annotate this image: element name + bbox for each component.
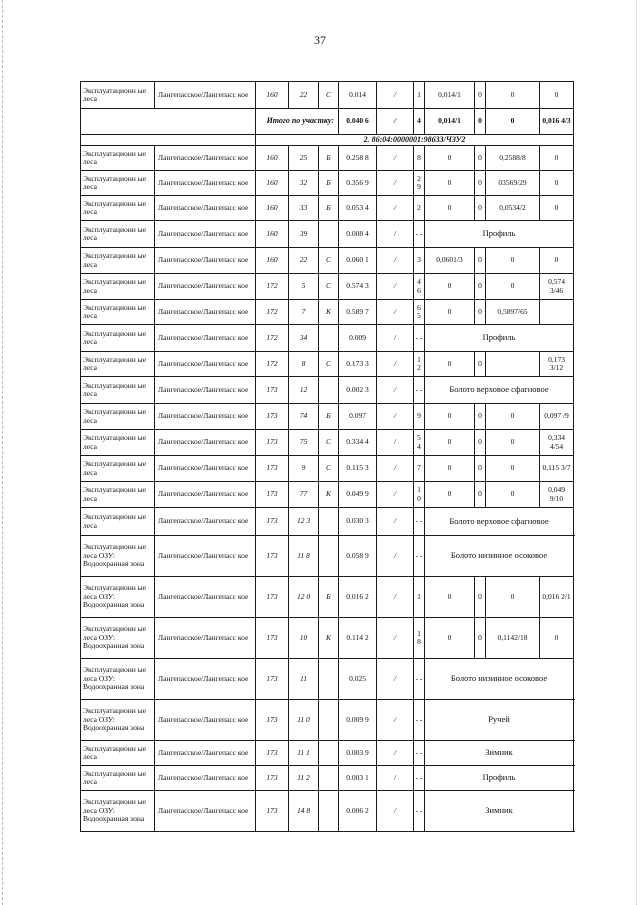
slash-separator: /	[377, 377, 414, 404]
forestry-district: Лангепасское/Лангепасс кое	[155, 352, 256, 377]
forest-category: Эксплуатационн ые леса	[81, 196, 155, 221]
quarter-number: 173	[256, 536, 289, 577]
stock-value: 1 8	[414, 618, 425, 659]
subtotal-c6: 4	[414, 109, 425, 135]
volume-col-4: 0	[540, 196, 574, 221]
quarter-number: 173	[256, 482, 289, 508]
dominant-species: Б	[319, 146, 339, 171]
forest-category: Эксплуатационн ые леса ОЗУ: Водоохранная зона	[81, 659, 155, 700]
volume-col-2: 0	[475, 352, 486, 377]
forestry-district: Лангепасское/Лангепасс кое	[155, 456, 256, 482]
volume-col-4: 0,334 4/54	[540, 430, 574, 456]
dominant-species	[319, 536, 339, 577]
volume-col-3: 03569/29	[486, 171, 540, 196]
volume-col-1: 0	[425, 196, 475, 221]
volume-col-2: 0	[475, 146, 486, 171]
section-number: 11 8	[289, 536, 319, 577]
slash-separator: /	[377, 741, 414, 766]
stock-value: 6 5	[414, 300, 425, 325]
quarter-number: 173	[256, 618, 289, 659]
volume-col-4: 0,049 9/10	[540, 482, 574, 508]
area-value: 0.574 3	[339, 274, 377, 300]
section-number: 11 2	[289, 766, 319, 791]
table-row	[81, 659, 574, 700]
quarter-number: 160	[256, 221, 289, 248]
slash-separator: /	[377, 456, 414, 482]
quarter-number: 173	[256, 508, 289, 536]
area-value: 0.049 9	[339, 482, 377, 508]
forest-category: Эксплуатационн ые леса	[81, 766, 155, 791]
land-type-description: Болото верховое сфагновое	[425, 508, 574, 536]
volume-col-4: 0,115 3/7	[540, 456, 574, 482]
section-number: 75	[289, 430, 319, 456]
table-row	[81, 377, 574, 404]
area-value: 0.060 1	[339, 248, 377, 274]
volume-col-2: 0	[475, 430, 486, 456]
volume-col-2: 0	[475, 248, 486, 274]
volume-col-3: 0,5897/65	[486, 300, 540, 325]
land-type-description: Зимник	[425, 741, 574, 766]
subtotal-c8: 0	[475, 109, 486, 135]
table-row	[81, 146, 574, 171]
section-number: 39	[289, 221, 319, 248]
forest-category: Эксплуатационн ые леса	[81, 508, 155, 536]
volume-col-1: 0	[425, 482, 475, 508]
area-value: 0.258 8	[339, 146, 377, 171]
quarter-number: 173	[256, 430, 289, 456]
volume-col-3: 0	[486, 430, 540, 456]
area-value: 0.014	[339, 82, 377, 109]
forest-category: Эксплуатационн ые леса	[81, 430, 155, 456]
quarter-number: 173	[256, 791, 289, 832]
section-number: 33	[289, 196, 319, 221]
table-row	[81, 274, 574, 300]
forestry-district: Лангепасское/Лангепасс кое	[155, 221, 256, 248]
section-number: 12 0	[289, 577, 319, 618]
dominant-species: Б	[319, 404, 339, 430]
section-number: 77	[289, 482, 319, 508]
dominant-species: Б	[319, 171, 339, 196]
area-value: 0.058 9	[339, 536, 377, 577]
forestry-district: Лангепасское/Лангепасс кое	[155, 536, 256, 577]
forestry-district: Лангепасское/Лангепасс кое	[155, 700, 256, 741]
volume-col-4: 0,016 2/1	[540, 577, 574, 618]
dominant-species: С	[319, 248, 339, 274]
volume-col-4: 0	[540, 82, 574, 109]
quarter-number: 160	[256, 146, 289, 171]
forestry-district: Лангепасское/Лангепасс кое	[155, 659, 256, 700]
dominant-species	[319, 791, 339, 832]
table-row	[81, 82, 574, 109]
forest-category: Эксплуатационн ые леса	[81, 300, 155, 325]
stock-value: 4 6	[414, 274, 425, 300]
quarter-number: 172	[256, 325, 289, 352]
volume-col-4: 0,097 /9	[540, 404, 574, 430]
subtotal-label: Итого по участку:	[256, 109, 339, 135]
forest-category: Эксплуатационн ые леса	[81, 221, 155, 248]
dominant-species: С	[319, 456, 339, 482]
dominant-species	[319, 659, 339, 700]
area-value: 0.003 9	[339, 741, 377, 766]
section-number: 34	[289, 325, 319, 352]
volume-col-4: 0,574 3/46	[540, 274, 574, 300]
quarter-number: 160	[256, 82, 289, 109]
volume-col-4: 0	[540, 248, 574, 274]
quarter-number: 172	[256, 300, 289, 325]
forestry-district: Лангепасское/Лангепасс кое	[155, 508, 256, 536]
forest-category: Эксплуатационн ые леса ОЗУ: Водоохранная зона	[81, 577, 155, 618]
forestry-district: Лангепасское/Лангепасс кое	[155, 618, 256, 659]
volume-col-1: 0	[425, 456, 475, 482]
empty-cell	[81, 109, 256, 135]
forest-category: Эксплуатационн ые леса	[81, 171, 155, 196]
slash-separator: /	[377, 82, 414, 109]
volume-col-3: 0	[486, 404, 540, 430]
volume-col-3: 0,1142/18	[486, 618, 540, 659]
section-number: 32	[289, 171, 319, 196]
dominant-species	[319, 377, 339, 404]
subtotal-c7: 0,014/1	[425, 109, 475, 135]
slash-separator: /	[377, 274, 414, 300]
area-value: 0.334 4	[339, 430, 377, 456]
volume-col-3: 0	[486, 577, 540, 618]
section-number: 11 1	[289, 741, 319, 766]
land-type-description: Зимник	[425, 791, 574, 832]
forest-category: Эксплуатационн ые леса	[81, 741, 155, 766]
stock-value: - -	[414, 659, 425, 700]
slash-separator: /	[377, 618, 414, 659]
quarter-number: 160	[256, 171, 289, 196]
volume-col-1: 0	[425, 274, 475, 300]
stock-value: 2	[414, 196, 425, 221]
dominant-species: К	[319, 482, 339, 508]
forestry-district: Лангепасское/Лангепасс кое	[155, 766, 256, 791]
slash-separator: /	[377, 536, 414, 577]
forestry-district: Лангепасское/Лангепасс кое	[155, 791, 256, 832]
section-number: 10	[289, 618, 319, 659]
dominant-species: С	[319, 82, 339, 109]
section-number: 11	[289, 659, 319, 700]
area-value: 0.003 1	[339, 766, 377, 791]
stock-value: 7	[414, 456, 425, 482]
stock-value: - -	[414, 766, 425, 791]
stock-value: 2 9	[414, 171, 425, 196]
forestry-district: Лангепасское/Лангепасс кое	[155, 325, 256, 352]
section-number: 22	[289, 248, 319, 274]
table-row	[81, 248, 574, 274]
slash-separator: /	[377, 196, 414, 221]
land-type-description: Профиль	[425, 766, 574, 791]
forestry-district: Лангепасское/Лангепасс кое	[155, 146, 256, 171]
area-value: 0.030 3	[339, 508, 377, 536]
slash-separator: /	[377, 248, 414, 274]
dominant-species: Б	[319, 577, 339, 618]
area-value: 0.115 3	[339, 456, 377, 482]
table-row	[81, 508, 574, 536]
forest-category: Эксплуатационн ые леса	[81, 404, 155, 430]
forestry-district: Лангепасское/Лангепасс кое	[155, 300, 256, 325]
volume-col-2: 0	[475, 274, 486, 300]
table-row	[81, 300, 574, 325]
volume-col-1: 0	[425, 352, 475, 377]
quarter-number: 173	[256, 659, 289, 700]
stock-value: - -	[414, 508, 425, 536]
quarter-number: 173	[256, 456, 289, 482]
dominant-species: К	[319, 300, 339, 325]
area-value: 0.173 3	[339, 352, 377, 377]
volume-col-3: 0	[486, 82, 540, 109]
section-number: 12 3	[289, 508, 319, 536]
slash-separator: /	[377, 766, 414, 791]
volume-col-1: 0	[425, 577, 475, 618]
quarter-number: 173	[256, 741, 289, 766]
slash-separator: /	[377, 430, 414, 456]
forest-category: Эксплуатационн ые леса	[81, 377, 155, 404]
area-value: 0.356 9	[339, 171, 377, 196]
scan-edge-left	[2, 0, 5, 905]
stock-value: - -	[414, 741, 425, 766]
volume-col-2: 0	[475, 618, 486, 659]
stock-value: 1 0	[414, 482, 425, 508]
forestry-district: Лангепасское/Лангепасс кое	[155, 377, 256, 404]
slash-separator: /	[377, 508, 414, 536]
dominant-species: С	[319, 274, 339, 300]
area-value: 0.016 2	[339, 577, 377, 618]
forest-category: Эксплуатационн ые леса	[81, 146, 155, 171]
volume-col-1: 0	[425, 146, 475, 171]
section-number: 12	[289, 377, 319, 404]
volume-col-2: 0	[475, 171, 486, 196]
forestry-district: Лангепасское/Лангепасс кое	[155, 577, 256, 618]
section-number: 8	[289, 352, 319, 377]
dominant-species	[319, 325, 339, 352]
table-row	[81, 404, 574, 430]
forest-parcel-table	[80, 81, 574, 832]
volume-col-3	[486, 352, 540, 377]
volume-col-4: 0	[540, 171, 574, 196]
volume-col-4: 0,173 3/12	[540, 352, 574, 377]
volume-col-2: 0	[475, 404, 486, 430]
forestry-district: Лангепасское/Лангепасс кое	[155, 82, 256, 109]
dominant-species: С	[319, 430, 339, 456]
table-row	[81, 741, 574, 766]
volume-col-4: 0	[540, 146, 574, 171]
forestry-district: Лангепасское/Лангепасс кое	[155, 248, 256, 274]
volume-col-4: 0	[540, 618, 574, 659]
slash-separator: /	[377, 171, 414, 196]
area-value: 0.114 2	[339, 618, 377, 659]
slash-separator: /	[377, 577, 414, 618]
volume-col-2: 0	[475, 456, 486, 482]
volume-col-2: 0	[475, 82, 486, 109]
area-value: 0.097	[339, 404, 377, 430]
volume-col-3: 0,0534/2	[486, 196, 540, 221]
area-value: 0.025	[339, 659, 377, 700]
stock-value: - -	[414, 221, 425, 248]
quarter-number: 172	[256, 274, 289, 300]
land-type-description: Болото низинное осоковое	[425, 536, 574, 577]
stock-value: - -	[414, 791, 425, 832]
table-row	[81, 430, 574, 456]
slash-separator: /	[377, 300, 414, 325]
forest-category: Эксплуатационн ые леса	[81, 325, 155, 352]
subtotal-c4: 0.040 6	[339, 109, 377, 135]
forest-category: Эксплуатационн ые леса	[81, 456, 155, 482]
volume-col-3: 0	[486, 456, 540, 482]
quarter-number: 173	[256, 377, 289, 404]
volume-col-2: 0	[475, 577, 486, 618]
dominant-species	[319, 508, 339, 536]
forest-category: Эксплуатационн ые леса	[81, 248, 155, 274]
slash-separator: /	[377, 659, 414, 700]
dominant-species	[319, 741, 339, 766]
subtotal-c5: /	[377, 109, 414, 135]
quarter-number: 173	[256, 404, 289, 430]
table-row	[81, 577, 574, 618]
page-number: 37	[314, 33, 326, 47]
volume-col-4	[540, 300, 574, 325]
volume-col-1: 0	[425, 404, 475, 430]
table-row	[81, 171, 574, 196]
table-row	[81, 536, 574, 577]
section-number: 14 8	[289, 791, 319, 832]
volume-col-1: 0	[425, 300, 475, 325]
table-row	[81, 325, 574, 352]
stock-value: 1	[414, 82, 425, 109]
stock-value: 9	[414, 404, 425, 430]
table-row	[81, 766, 574, 791]
section-number: 22	[289, 82, 319, 109]
land-type-description: Ручей	[425, 700, 574, 741]
slash-separator: /	[377, 352, 414, 377]
table-row	[81, 352, 574, 377]
area-value: 0.589 7	[339, 300, 377, 325]
volume-col-1: 0,0601/3	[425, 248, 475, 274]
forest-category: Эксплуатационн ые леса ОЗУ: Водоохранная зона	[81, 700, 155, 741]
volume-col-1: 0	[425, 171, 475, 196]
table-row	[81, 196, 574, 221]
slash-separator: /	[377, 325, 414, 352]
dominant-species	[319, 766, 339, 791]
quarter-number: 172	[256, 352, 289, 377]
forestry-district: Лангепасское/Лангепасс кое	[155, 404, 256, 430]
table-row	[81, 221, 574, 248]
section-number: 9	[289, 456, 319, 482]
stock-value: 8	[414, 146, 425, 171]
table-row	[81, 791, 574, 832]
subtotal-c9: 0	[486, 109, 540, 135]
volume-col-1: 0	[425, 430, 475, 456]
forest-category: Эксплуатационн ые леса	[81, 482, 155, 508]
dominant-species: Б	[319, 196, 339, 221]
volume-col-2: 0	[475, 300, 486, 325]
forest-category: Эксплуатационн ые леса ОЗУ: Водоохранная зона	[81, 536, 155, 577]
quarter-number: 173	[256, 577, 289, 618]
stock-value: 3	[414, 248, 425, 274]
stock-value: - -	[414, 700, 425, 741]
quarter-number: 173	[256, 700, 289, 741]
empty-cell	[81, 135, 256, 146]
land-type-description: Болото верховое сфагновое	[425, 377, 574, 404]
subtotal-c10: 0,016 4/3	[540, 109, 574, 135]
section-number: 74	[289, 404, 319, 430]
volume-col-3: 0	[486, 482, 540, 508]
forestry-district: Лангепасское/Лангепасс кое	[155, 196, 256, 221]
volume-col-1: 0,014/1	[425, 82, 475, 109]
section-number: 5	[289, 274, 319, 300]
quarter-number: 160	[256, 248, 289, 274]
section-number: 25	[289, 146, 319, 171]
volume-col-3: 0	[486, 274, 540, 300]
area-value: 0.008 4	[339, 221, 377, 248]
land-type-description: Профиль	[425, 325, 574, 352]
table-row	[81, 482, 574, 508]
forestry-district: Лангепасское/Лангепасс кое	[155, 171, 256, 196]
stock-value: - -	[414, 377, 425, 404]
volume-col-1: 0	[425, 618, 475, 659]
stock-value: - -	[414, 325, 425, 352]
stock-value: - -	[414, 536, 425, 577]
volume-col-2: 0	[475, 482, 486, 508]
dominant-species	[319, 700, 339, 741]
land-type-description: Профиль	[425, 221, 574, 248]
table-row	[81, 456, 574, 482]
section-number: 7	[289, 300, 319, 325]
quarter-number: 173	[256, 766, 289, 791]
dominant-species	[319, 221, 339, 248]
area-value: 0.053 4	[339, 196, 377, 221]
table-row	[81, 109, 574, 135]
area-value: 0.009	[339, 325, 377, 352]
dominant-species: К	[319, 618, 339, 659]
parcel-header: 2. 86:04:0000001:98633/ЧЗУ2	[256, 135, 574, 146]
land-type-description: Болото низинное осоковое	[425, 659, 574, 700]
table-row	[81, 135, 574, 146]
table-row	[81, 700, 574, 741]
slash-separator: /	[377, 482, 414, 508]
forest-category: Эксплуатационн ые леса ОЗУ: Водоохранная зона	[81, 791, 155, 832]
area-value: 0.002 3	[339, 377, 377, 404]
quarter-number: 160	[256, 196, 289, 221]
volume-col-3: 0	[486, 248, 540, 274]
volume-col-3: 0,2588/8	[486, 146, 540, 171]
slash-separator: /	[377, 221, 414, 248]
forest-category: Эксплуатационн ые леса	[81, 352, 155, 377]
slash-separator: /	[377, 791, 414, 832]
slash-separator: /	[377, 700, 414, 741]
slash-separator: /	[377, 404, 414, 430]
section-number: 11 0	[289, 700, 319, 741]
stock-value: 5 4	[414, 430, 425, 456]
volume-col-2: 0	[475, 196, 486, 221]
forest-category: Эксплуатационн ые леса ОЗУ: Водоохранная зона	[81, 618, 155, 659]
slash-separator: /	[377, 146, 414, 171]
forest-category: Эксплуатационн ые леса	[81, 274, 155, 300]
forestry-district: Лангепасское/Лангепасс кое	[155, 274, 256, 300]
area-value: 0.006 2	[339, 791, 377, 832]
scan-edge-right	[634, 0, 637, 905]
forestry-district: Лангепасское/Лангепасс кое	[155, 741, 256, 766]
forestry-district: Лангепасское/Лангепасс кое	[155, 482, 256, 508]
forest-category: Эксплуатационн ые леса	[81, 82, 155, 109]
dominant-species: С	[319, 352, 339, 377]
stock-value: 1	[414, 577, 425, 618]
forestry-district: Лангепасское/Лангепасс кое	[155, 430, 256, 456]
table-row	[81, 618, 574, 659]
stock-value: 1 2	[414, 352, 425, 377]
area-value: 0.009 9	[339, 700, 377, 741]
